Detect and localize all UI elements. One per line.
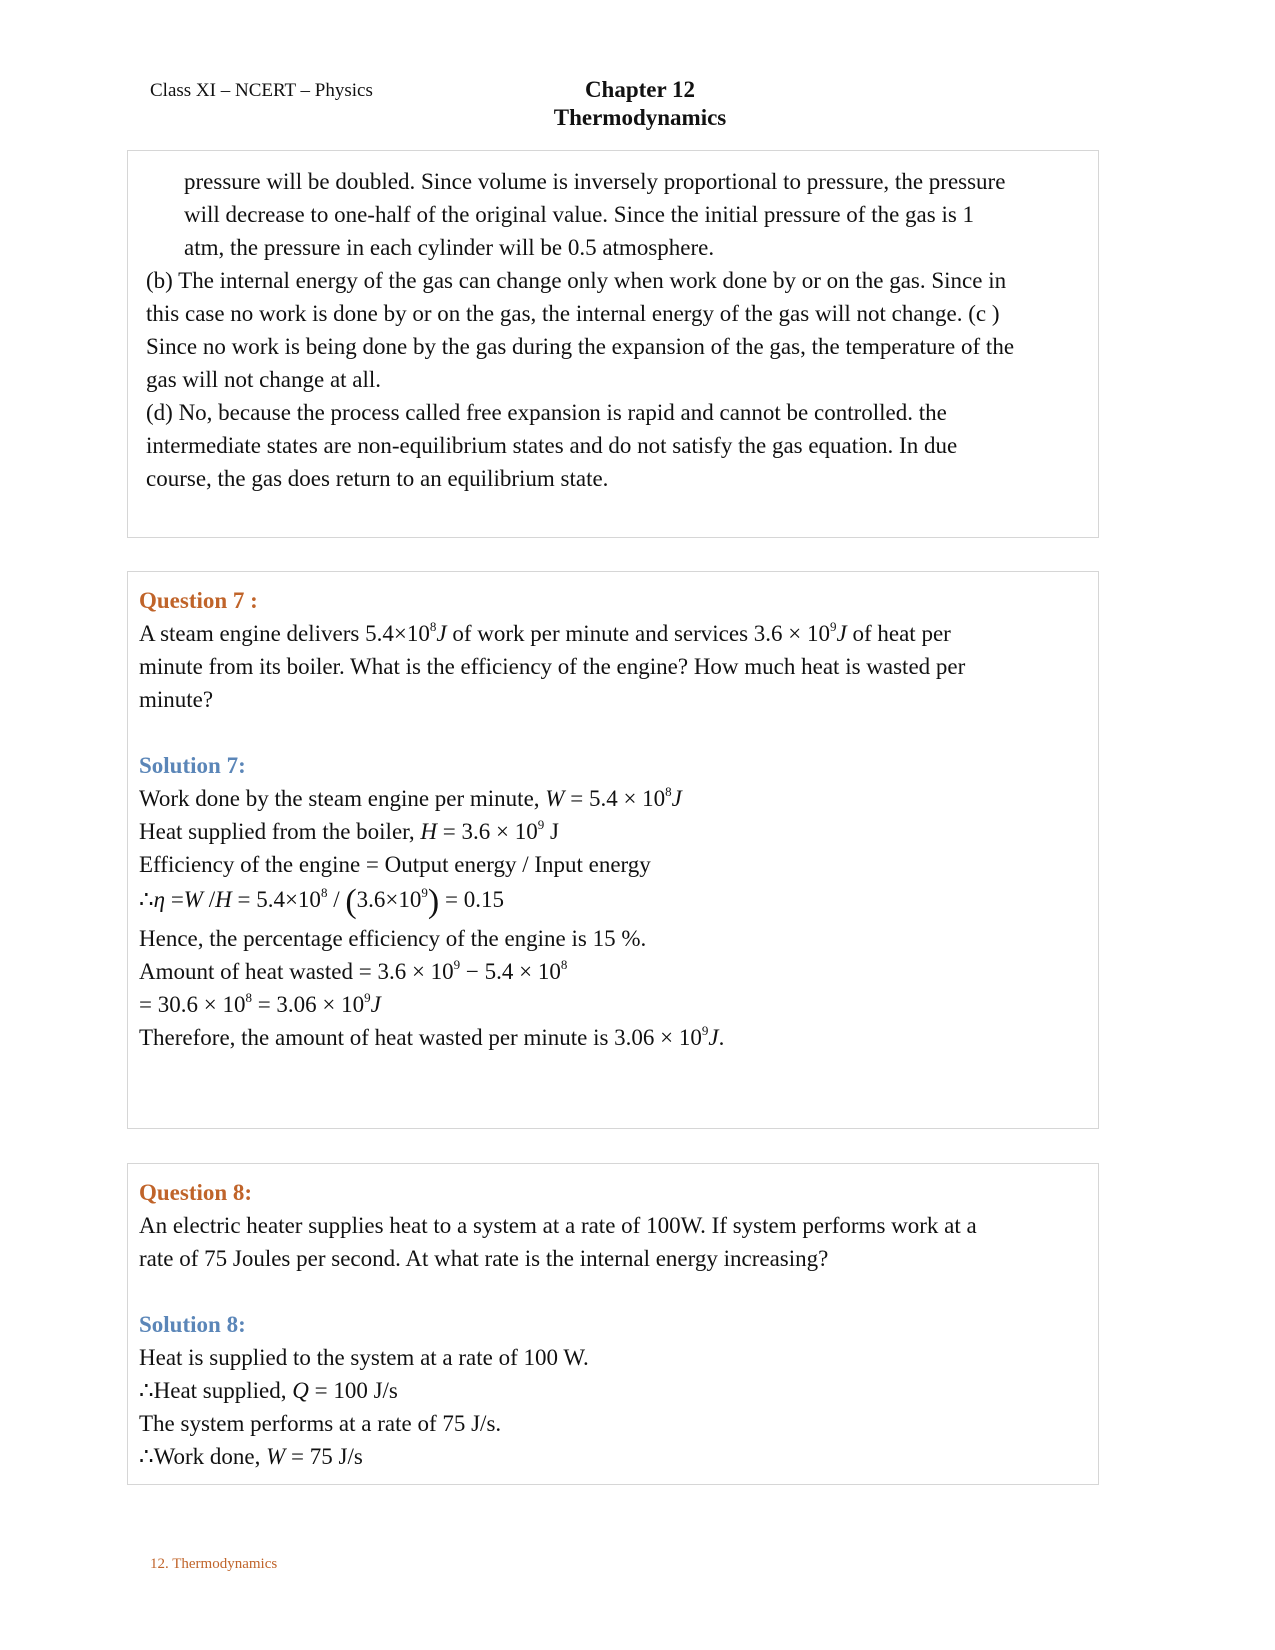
solution-line: Therefore, the amount of heat wasted per minute is $3.06 \times 10^9J$. bbox=[139, 1023, 725, 1050]
chapter-number: Chapter 12 bbox=[584, 77, 696, 102]
solution-line: Heat is supplied to the system at a rate of 100 W. bbox=[139, 1345, 589, 1370]
solution-line: Work done by the steam engine per minute, $W = 5.4 \times 10^8J$ bbox=[139, 784, 682, 811]
page-footer: 12. Thermodynamics bbox=[150, 1556, 278, 1572]
question-text-line: minute from its boiler. What is the efficiency of the engine? How much heat is wasted per bbox=[139, 654, 966, 679]
solution-line: Efficiency of the engine = Output energy / Input energy bbox=[139, 852, 651, 877]
solution-line: ∴Heat supplied, Q = 100 J/s bbox=[139, 1378, 398, 1403]
question-text-line: An electric heater supplies heat to a system at a rate of 100W. If system performs work at a bbox=[139, 1213, 977, 1238]
solution-8-title: Solution 8: bbox=[139, 1312, 246, 1337]
header-subject: Class XI – NCERT – Physics bbox=[150, 80, 373, 101]
solution-7-title: Solution 7: bbox=[139, 753, 246, 778]
question-7-title: Question 7 : bbox=[139, 588, 258, 613]
text-line: (d) No, because the process called free expansion is rapid and cannot be controlled. the bbox=[146, 400, 947, 425]
solution-line: Hence, the percentage efficiency of the engine is 15 %. bbox=[139, 926, 647, 951]
previous-solution-box bbox=[127, 150, 1099, 538]
efficiency-equation: ∴η =W $/H = 5.4\times 10^8 / (3.6\times 10^9) = 0.15$ bbox=[139, 883, 504, 920]
solution-line: Amount of heat wasted = $3.6 \times 10^9 - 5.4 \times 10^8$ bbox=[139, 957, 568, 984]
question-8-title: Question 8: bbox=[139, 1180, 253, 1205]
question-text-line: rate of 75 Joules per second. At what rate is the internal energy increasing? bbox=[139, 1246, 829, 1271]
question-text-line: minute? bbox=[139, 687, 214, 712]
text-line: gas will not change at all. bbox=[146, 367, 382, 392]
solution-line: = $30.6 \times 10^8 = 3.06 \times 10^9J$ bbox=[139, 990, 381, 1017]
text-line: Since no work is being done by the gas during the expansion of the gas, the temperature of the bbox=[146, 334, 1015, 359]
text-line: (b) The internal energy of the gas can change only when work done by or on the gas. Since in bbox=[146, 268, 1007, 293]
text-line: intermediate states are non-equilibrium states and do not satisfy the gas equation. In due bbox=[146, 433, 958, 458]
solution-line: The system performs at a rate of 75 J/s. bbox=[139, 1411, 502, 1436]
chapter-title: Thermodynamics bbox=[553, 105, 727, 130]
text-line: atm, the pressure in each cylinder will be 0.5 atmosphere. bbox=[184, 235, 715, 260]
text-line: course, the gas does return to an equilibrium state. bbox=[146, 466, 609, 491]
solution-line: Heat supplied from the boiler, $H = 3.6 \times 10^9$ J bbox=[139, 817, 559, 844]
question-8-box bbox=[127, 1163, 1099, 1485]
text-line: will decrease to one-half of the original value. Since the initial pressure of the gas is 1 bbox=[184, 202, 975, 227]
text-line: this case no work is done by or on the gas, the internal energy of the gas will not change. (c ) bbox=[146, 301, 1000, 326]
chapter-heading bbox=[540, 76, 740, 132]
solution-line: ∴Work done, W = 75 J/s bbox=[139, 1444, 363, 1469]
question-7-box bbox=[127, 571, 1099, 1129]
text-line: pressure will be doubled. Since volume is inversely proportional to pressure, the pressure bbox=[184, 169, 1006, 194]
question-text-line: A steam engine delivers $5.4\times 10^8J$ of work per minute and services $3.6 \times 10^9J$ of heat per bbox=[139, 619, 951, 646]
